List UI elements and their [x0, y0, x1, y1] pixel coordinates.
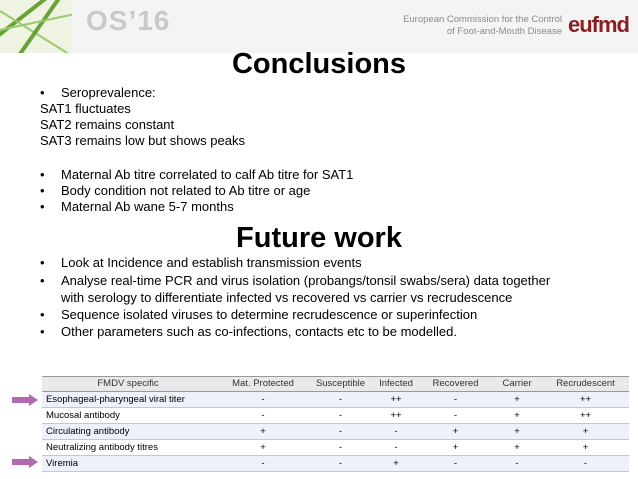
table-cell: Mucosal antibody: [46, 410, 120, 421]
table-cell: -: [453, 410, 458, 421]
table-cell: +: [260, 426, 266, 437]
bullet-item: • Analyse real-time PCR and virus isolation (probangs/tonsil swabs/sera) data together: [40, 273, 551, 288]
table-cell: +: [514, 410, 520, 421]
os16-logo: OS’16: [86, 5, 171, 36]
table-cell: -: [338, 410, 343, 421]
table-row: [42, 392, 629, 408]
organization-name-line1: European Commission for the Control: [403, 14, 562, 25]
table-cell: Esophageal-pharyngeal viral titer: [46, 394, 185, 405]
conclusions-title: Conclusions: [231, 48, 406, 80]
table-row: [42, 408, 629, 424]
column-header: FMDV specific: [97, 378, 159, 389]
column-header: Infected: [379, 378, 413, 389]
table-cell: -: [453, 458, 458, 469]
column-header: Recovered: [432, 378, 479, 389]
bullet-item: • Seroprevalence:: [40, 85, 156, 100]
table-cell: ++: [579, 410, 592, 421]
bullet-marker: •: [40, 199, 45, 214]
table-cell: -: [583, 458, 588, 469]
table-cell: -: [261, 410, 265, 421]
table-cell: +: [452, 426, 459, 437]
bullet-item: • Sequence isolated viruses to determine recrudescence or superinfection: [40, 307, 478, 322]
table-cell: +: [260, 442, 266, 453]
column-header: Recrudescent: [556, 378, 615, 389]
bullet-marker: •: [40, 307, 45, 322]
table-cell: -: [338, 426, 343, 437]
table-cell: +: [514, 426, 520, 437]
table-cell: +: [582, 426, 589, 437]
organization-name-line2: of Foot-and-Mouth Disease: [446, 26, 562, 37]
bullet-item: • Body condition not related to Ab titre or age: [40, 183, 311, 198]
table-row: [42, 424, 629, 440]
table-cell: -: [261, 394, 265, 405]
table-cell: +: [514, 442, 520, 453]
organization-name: [402, 14, 562, 38]
bullet-marker: •: [40, 273, 45, 288]
arrow-right-icon: [12, 456, 38, 468]
table-cell: -: [453, 394, 458, 405]
column-header: Mat. Protected: [232, 378, 294, 389]
table-cell: -: [515, 458, 519, 469]
table-body: [42, 392, 629, 472]
table-row: [42, 440, 629, 456]
table-cell: -: [338, 442, 343, 453]
table-cell: -: [394, 426, 398, 437]
text-line: SAT2 remains constant: [40, 117, 175, 132]
table-header: [42, 376, 629, 392]
slide-header: [0, 0, 638, 53]
table-cell: ++: [390, 394, 402, 405]
table-cell: +: [514, 394, 520, 405]
header-decoration: [0, 0, 72, 53]
arrow-right-icon: [12, 394, 38, 406]
column-header: Carrier: [502, 378, 532, 389]
eufmd-logo: eufmd: [568, 12, 629, 37]
table-cell: Viremia: [46, 458, 79, 469]
table-cell: -: [338, 394, 343, 405]
future-work-title: Future work: [236, 222, 402, 254]
bullet-marker: •: [40, 167, 45, 182]
table-cell: ++: [390, 410, 402, 421]
table-cell: -: [338, 458, 343, 469]
table-cell: Circulating antibody: [46, 426, 130, 437]
table-cell: -: [261, 458, 265, 469]
bullet-item: • Maternal Ab wane 5-7 months: [40, 199, 234, 214]
bullet-item: • Other parameters such as co-infections, contacts etc to be modelled.: [40, 324, 457, 339]
bullet-item: • Maternal Ab titre correlated to calf Ab titre for SAT1: [40, 167, 354, 182]
table-row: [42, 456, 629, 472]
bullet-marker: •: [40, 85, 45, 100]
table-cell: Neutralizing antibody titres: [46, 442, 158, 453]
column-header: Susceptible: [315, 378, 366, 389]
text-line: SAT1 fluctuates: [40, 101, 131, 116]
table-cell: ++: [579, 394, 592, 405]
bullet-marker: •: [40, 255, 45, 270]
table-cell: +: [582, 442, 589, 453]
text-line: SAT3 remains low but shows peaks: [40, 133, 245, 148]
bullet-marker: •: [40, 324, 45, 339]
bullet-marker: •: [40, 183, 45, 198]
bullet-item: • Look at Incidence and establish transmission events: [40, 255, 362, 270]
table-cell: -: [394, 442, 398, 453]
table-cell: +: [393, 458, 399, 469]
table-cell: +: [452, 442, 459, 453]
text-line: with serology to differentiate infected vs recovered vs carrier vs recrudescence: [61, 290, 513, 305]
